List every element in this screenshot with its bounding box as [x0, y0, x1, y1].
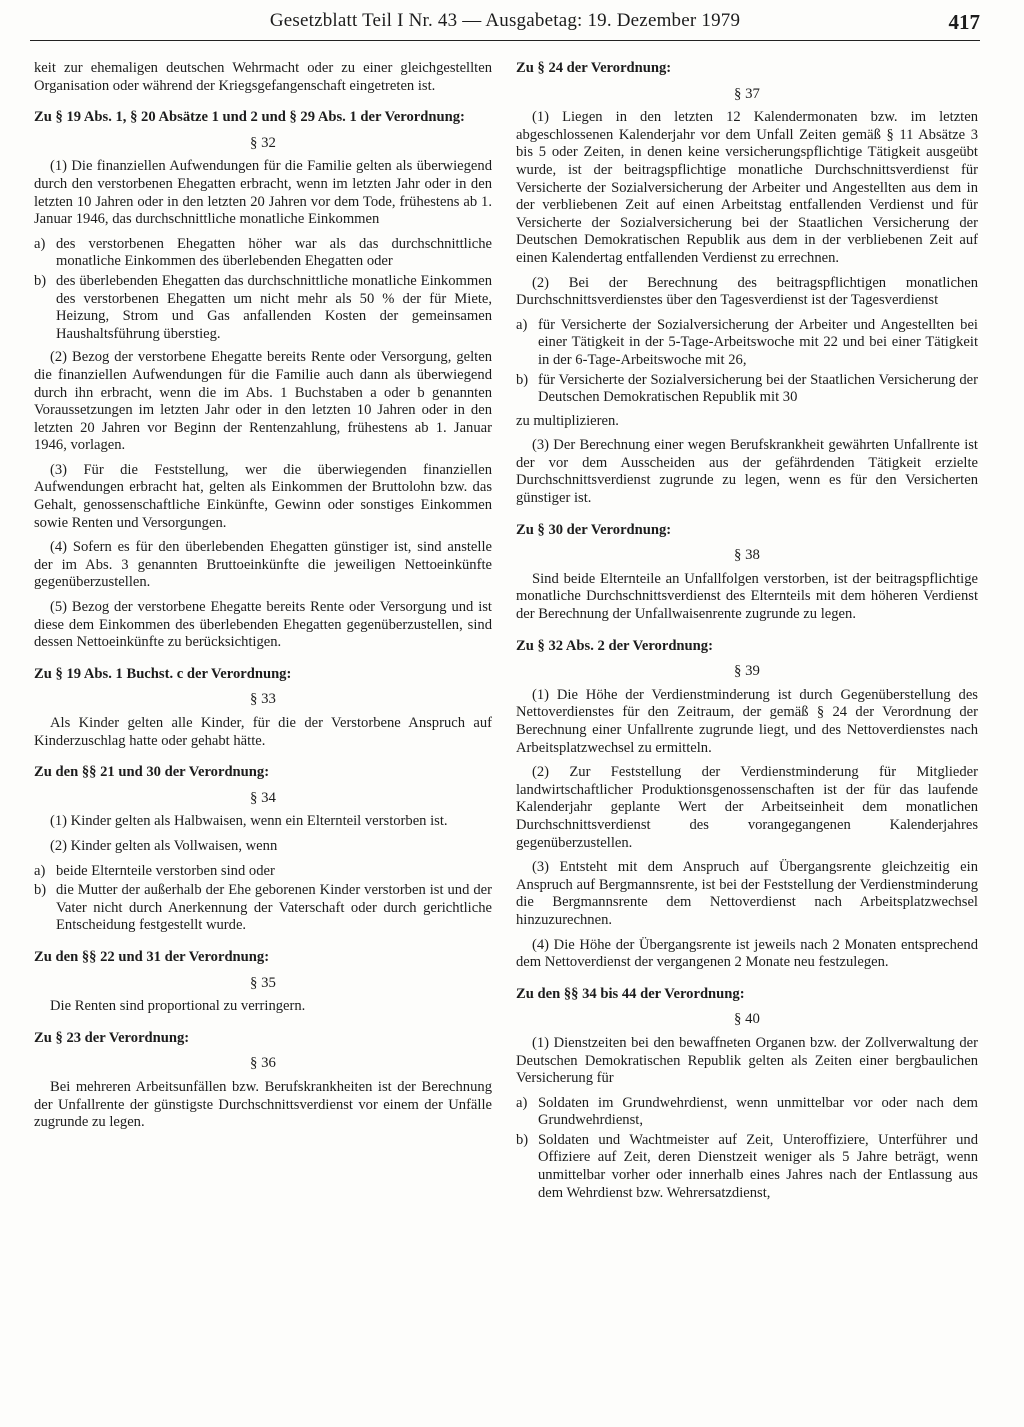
item-label: a)	[34, 862, 46, 879]
section-heading: Zu den §§ 21 und 30 der Verordnung:	[34, 764, 270, 781]
paragraph-number: § 39	[734, 663, 760, 680]
paragraph-text: (3) Der Berechnung einer wegen Berufskrankheit gewährten Unfallrente ist der vor dem Ausscheiden aus der gefährdenden Tätigkeit erzielte Durchschnittsverdienst zugrunde zu legen, wenn es für den Versicherten günstiger ist.	[516, 437, 978, 507]
paragraph-number: § 35	[250, 974, 276, 991]
item-text: für Versicherte der Sozialversicherung der Arbeiter und Angestellten bei einer Tätigkeit in der 5-Tage-Arbeitswoche mit 22 und bei einer Tätigkeit in der 6-Tage-Arbeitswoche mit 26,	[538, 316, 978, 368]
item-label: a)	[516, 316, 528, 333]
page-header	[30, 10, 980, 40]
paragraph-number: § 36	[250, 1055, 276, 1072]
list-item	[516, 1132, 978, 1202]
section-heading: Zu § 19 Abs. 1 Buchst. c der Verordnung:	[34, 665, 292, 682]
section-heading: Zu den §§ 22 und 31 der Verordnung:	[34, 948, 270, 965]
header-title: Gesetzblatt Teil I Nr. 43 — Ausgabetag: 19. Dezember 1979	[269, 10, 741, 31]
item-text: Soldaten und Wachtmeister auf Zeit, Unteroffiziere, Unterführer und Offiziere auf Zeit, deren Dienstzeit weniger als 5 Jahre beträgt, wenn unmittelbar vorher oder innerhalb eines Jahres nach der Entlassung aus dem Wehrdienst bzw. Wehrersatzdienst,	[538, 1131, 978, 1201]
item-list	[516, 317, 978, 407]
section-heading: Zu § 32 Abs. 2 der Verordnung:	[516, 637, 713, 654]
paragraph-text: (1) Die Höhe der Verdienstminderung ist durch Gegenüberstellung des Nettoverdienstes für den Zeitraum, der gemäß § 24 der Verordnung der Berechnung einer Unfallrente zugrunde liegt, und des Nettoverdienstes nach Arbeitsplatzwechsel zu ermitteln.	[516, 686, 978, 756]
list-item	[34, 273, 492, 343]
item-label: a)	[34, 235, 46, 252]
list-item	[516, 1095, 978, 1130]
item-list	[34, 236, 492, 344]
item-label: b)	[34, 272, 47, 289]
paragraph-number: § 34	[250, 789, 276, 806]
paragraph-text: (4) Sofern es für den überlebenden Ehegatten günstiger ist, sind anstelle der im Abs. 3 genannten Bruttoeinkünfte die jeweiligen Nettoeinkünfte gegenüberzustellen.	[34, 539, 492, 591]
paragraph-text: (4) Die Höhe der Übergangsrente ist jeweils nach 2 Monaten entsprechend dem Nettoverdienst der vergangenen 2 Monate neu festzulegen.	[516, 936, 978, 971]
continued-paragraph: keit zur ehemaligen deutschen Wehrmacht oder zu einer gleichgestellten Organisation oder während der Kriegsgefangenschaft eingetreten ist.	[34, 60, 492, 94]
section-heading: Zu § 23 der Verordnung:	[34, 1029, 190, 1046]
paragraph-text: (2) Bezog der verstorbene Ehegatte bereits Rente oder Versorgung, gelten die finanziellen Aufwendungen für die Familie auch dann als überwiegend durch ihn erbracht, wenn die im Abs. 1 Buchstaben a oder b genannten Voraussetzungen im letzten Jahr oder in den letzten 10 Jahren oder in den letzten 20 Jahren vor Beginn der Rentenzahlung, frühestens ab 1. Januar 1946, vorlagen.	[34, 349, 492, 454]
item-label: b)	[516, 1131, 529, 1148]
paragraph-text: (1) Dienstzeiten bei den bewaffneten Organen bzw. der Zollverwaltung der Deutschen Demokratischen Republik gelten als Zeiten einer bergbaulichen Versicherung für	[516, 1034, 978, 1087]
item-label: b)	[516, 371, 529, 388]
list-item	[34, 236, 492, 271]
paragraph-number: § 38	[734, 547, 760, 564]
item-label: b)	[34, 882, 47, 899]
item-text: des überlebenden Ehegatten das durchschnittliche monatliche Einkommen des verstorbenen Ehegatten um nicht mehr als 50 % der für Miete, Heizung, Strom und Gas anfallenden Kosten der gemeinsamen Haushaltsführung überstieg.	[56, 272, 492, 342]
item-text: beide Elternteile verstorben sind oder	[56, 862, 275, 879]
item-label: a)	[516, 1094, 528, 1111]
list-item	[34, 882, 492, 935]
paragraph-text: (2) Bei der Berechnung des beitragspflichtigen monatlichen Durchschnittsverdienstes über den Tagesverdienst ist der Tagesverdienst	[516, 274, 978, 309]
paragraph-text: (1) Die finanziellen Aufwendungen für die Familie gelten als überwiegend durch den verstorbenen Ehegatten erbracht, wenn im letzten Jahr oder in den letzten 10 Jahren oder in den letzten 20 Jahren vor dem Tode, frühestens ab 1. Januar 1946, das durchschnittliche monatliche Einkommen	[34, 158, 492, 228]
paragraph-number: § 37	[734, 85, 760, 102]
paragraph-text: (1) Kinder gelten als Halbwaisen, wenn ein Elternteil verstorben ist.	[50, 813, 448, 830]
item-text: des verstorbenen Ehegatten höher war als das durchschnittliche monatliche Einkommen des überlebenden Ehegatten oder	[56, 235, 492, 270]
section-heading: Zu den §§ 34 bis 44 der Verordnung:	[516, 985, 745, 1002]
paragraph-text: (2) Kinder gelten als Vollwaisen, wenn	[50, 837, 278, 854]
section-heading: Zu § 19 Abs. 1, § 20 Absätze 1 und 2 und § 29 Abs. 1 der Verordnung:	[34, 109, 465, 126]
paragraph-number: § 40	[734, 1011, 760, 1028]
item-text: Soldaten im Grundwehrdienst, wenn unmittelbar vor oder nach dem Grundwehrdienst,	[538, 1094, 978, 1129]
paragraph-text: Als Kinder gelten alle Kinder, für die der Verstorbene Anspruch auf Kinderzuschlag hatte oder gehabt hätte.	[34, 715, 492, 749]
list-item	[34, 863, 492, 881]
left-column	[34, 60, 492, 1420]
paragraph-text: Die Renten sind proportional zu verringern.	[50, 998, 306, 1015]
item-text: für Versicherte der Sozialversicherung bei der Staatlichen Versicherung der Deutschen Demokratischen Republik mit 30	[538, 371, 978, 406]
paragraph-number: § 33	[250, 691, 276, 708]
item-list	[516, 1095, 978, 1203]
paragraph-text: (3) Entsteht mit dem Anspruch auf Übergangsrente gleichzeitig ein Anspruch auf Bergmannsrente, ist bei der Feststellung der Verdienstminderung die Bergmannsrente dem Nettoverdienst nach Arbeitsplatzwechsel hinzuzurechnen.	[516, 859, 978, 928]
header-rule	[30, 40, 980, 41]
paragraph-text: (3) Für die Feststellung, wer die überwiegenden finanziellen Aufwendungen erbracht hat, gelten als Einkommen der Bruttolohn bzw. das Gehalt, genossenschaftliche Einkünfte, Gewinn oder sonstiges Einkommen sowie Renten und Versorgungen.	[34, 461, 492, 531]
paragraph-text: Bei mehreren Arbeitsunfällen bzw. Berufskrankheiten ist der Berechnung der Unfallrente der günstigste Durchschnittsverdienst vor einem der Unfälle zugrunde zu legen.	[34, 1078, 492, 1131]
section-heading: Zu § 24 der Verordnung:	[516, 60, 672, 76]
list-item	[516, 372, 978, 407]
section-heading: Zu § 30 der Verordnung:	[516, 521, 672, 538]
paragraph-number: § 32	[250, 134, 276, 151]
item-text: die Mutter der außerhalb der Ehe geborenen Kinder verstorben ist und der Vater nicht durch Anerkennung der Vaterschaft oder durch gerichtliche Entscheidung festgestellt wurde.	[56, 882, 492, 934]
page-number: 417	[948, 10, 980, 34]
item-list	[34, 863, 492, 935]
paragraph-text: zu multiplizieren.	[516, 412, 619, 429]
right-column	[516, 60, 978, 1420]
paragraph-text: (1) Liegen in den letzten 12 Kalendermonaten bzw. im letzten abgeschlossenen Kalenderjahr vor dem Unfall Zeiten gemäß § 11 Absätze 3 bis 5 oder Zeiten, in denen keine versicherungspflichtige Tätigkeit ausgeübt wurde, ist der beitragspflichtige monatliche Durchschnittsverdienst für Versicherte der Sozialversicherung der Arbeiter und Angestellten aus dem in der verbliebenen Zeit auf einen Arbeitstag entfallenden Verdienst und für Versicherte der Sozialversicherung bei der Staatlichen Versicherung der Deutschen Demokratischen Republik aus dem in der verbliebenen Zeit auf einen Kalendertag entfallenden Verdienst zu errechnen.	[516, 109, 978, 266]
list-item	[516, 317, 978, 370]
paragraph-text: (2) Zur Feststellung der Verdienstminderung für Mitglieder landwirtschaftlicher Produktionsgenossenschaften ist der für das laufende Kalenderjahr geplante Wert der Arbeitseinheit dem monatlichen Durchschnittsverdienst des vorangegangenen Kalenderjahres gegenüberzustellen.	[516, 764, 978, 851]
paragraph-text: (5) Bezog der verstorbene Ehegatte bereits Rente oder Versorgung und ist diese dem Einkommen des überlebenden Ehegatten gegenüberzustellen, sind dessen Nettoeinkünfte zu berücksichtigen.	[34, 599, 492, 651]
paragraph-text: Sind beide Elternteile an Unfallfolgen verstorben, ist der beitragspflichtige monatliche Durchschnittsverdienst des Elternteils mit dem höheren Verdienst der Berechnung der Unfallwaisenrente zugrunde zu legen.	[516, 570, 978, 623]
